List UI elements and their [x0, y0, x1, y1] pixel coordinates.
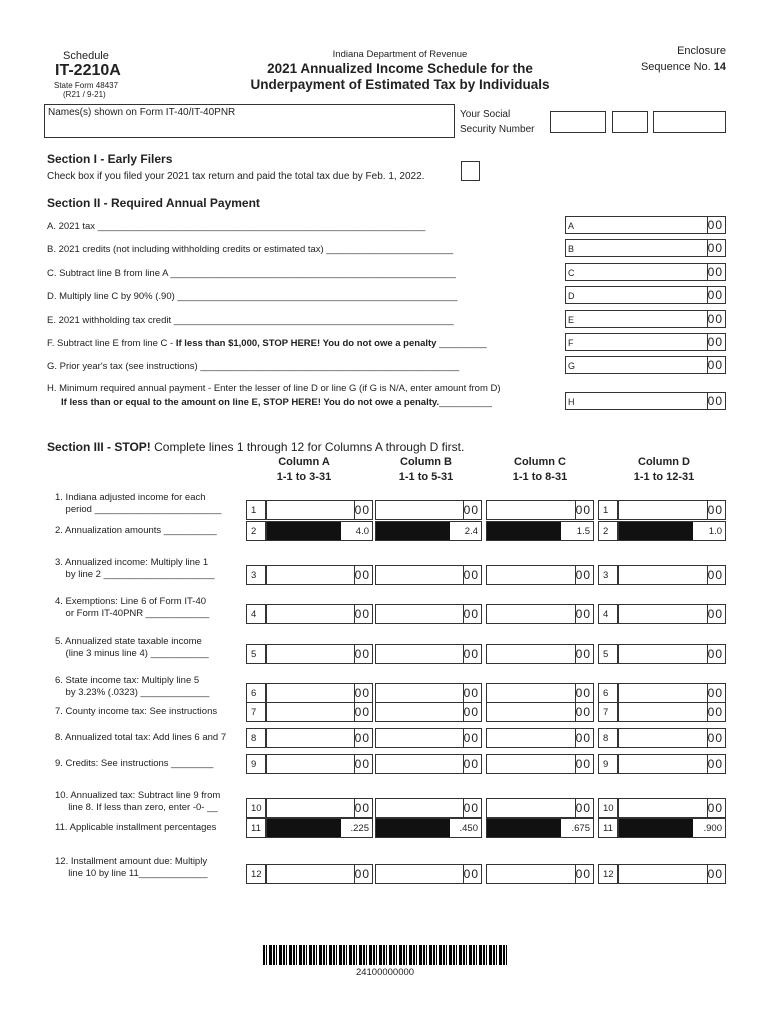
row-12-number-left: 12 [246, 864, 266, 884]
line-a-label: A. 2021 tax ______________________________________________________________ [47, 221, 426, 232]
row-11-label-line1: 11. Applicable installment percentages [55, 822, 217, 833]
row-8-col-b-cents: 00 [463, 731, 479, 745]
row-10-col-c-cents: 00 [575, 801, 591, 815]
line-c-letter: C [568, 268, 575, 278]
row-8-col-a-cents: 00 [354, 731, 370, 745]
line-h-input[interactable] [565, 392, 726, 410]
line-d-letter: D [568, 291, 575, 301]
row-8-number-left: 8 [246, 728, 266, 748]
sequence-label: Sequence No. [640, 61, 711, 73]
row-4-label [55, 596, 209, 620]
row-11-number-right: 11 [598, 818, 618, 838]
row-1-col-b-cents: 00 [463, 503, 479, 517]
row-9-col-a-input[interactable] [266, 754, 373, 774]
row-6-col-b-cents: 00 [463, 686, 479, 700]
row-8-col-b-input[interactable] [375, 728, 482, 748]
line-e-cents: 00 [707, 312, 723, 326]
row-10-col-b-cents: 00 [463, 801, 479, 815]
line-a-cents: 00 [707, 218, 723, 232]
ssn-part1-input[interactable] [550, 111, 606, 133]
row-3-col-c-cents: 00 [575, 568, 591, 582]
row-12-col-b-cents: 00 [463, 867, 479, 881]
row-1-col-b-input[interactable] [375, 500, 482, 520]
row-4-col-a-input[interactable] [266, 604, 373, 624]
form-code: IT-2210A [55, 62, 121, 79]
line-e-input[interactable] [565, 310, 726, 328]
row-7-col-b-input[interactable] [375, 702, 482, 722]
row-9-col-d-input[interactable] [618, 754, 726, 774]
row-11-col-d-shaded [619, 819, 693, 837]
row-2-label-line1: 2. Annualization amounts __________ [55, 525, 217, 536]
ssn-label-line2: Security Number [460, 124, 535, 135]
row-3-col-b-cents: 00 [463, 568, 479, 582]
section3-instruction: Complete lines 1 through 12 for Columns A through D first. [150, 440, 465, 454]
form-title-line1: 2021 Annualized Income Schedule for the [267, 61, 533, 76]
column-d-name: Column D [638, 456, 690, 468]
row-4-number-left: 4 [246, 604, 266, 624]
row-12-col-c-cents: 00 [575, 867, 591, 881]
row-2-number-left: 2 [246, 521, 266, 541]
row-6-label-line2: by 3.23% (.0323) _____________ [55, 687, 210, 698]
line-a-letter: A [568, 221, 575, 231]
row-2-col-b-input[interactable] [375, 521, 482, 541]
row-1-number-left: 1 [246, 500, 266, 520]
row-5-col-b-cents: 00 [463, 647, 479, 661]
line-e-letter: E [568, 315, 575, 325]
row-1-col-d-cents: 00 [707, 503, 723, 517]
row-3-col-d-cents: 00 [707, 568, 723, 582]
row-12-col-a-cents: 00 [354, 867, 370, 881]
row-9-col-a-cents: 00 [354, 757, 370, 771]
row-8-label-line1: 8. Annualized total tax: Add lines 6 and 7 [55, 732, 227, 743]
row-2-col-d-shaded [619, 522, 693, 540]
line-f-label [47, 338, 547, 349]
line-f-tail: _________ [436, 338, 487, 349]
line-d-cents: 00 [707, 288, 723, 302]
row-11-col-b-value: .450 [459, 823, 478, 834]
row-11-col-a-shaded [267, 819, 341, 837]
row-12-number-right: 12 [598, 864, 618, 884]
row-10-label-line1: 10. Annualized tax: Subtract line 9 from [55, 790, 221, 801]
row-5-number-right: 5 [598, 644, 618, 664]
row-5-col-d-cents: 00 [707, 647, 723, 661]
row-8-col-d-input[interactable] [618, 728, 726, 748]
row-2-label [55, 525, 217, 537]
row-6-col-c-input[interactable] [486, 683, 594, 703]
early-filer-checkbox[interactable] [461, 161, 480, 181]
row-1-col-c-cents: 00 [575, 503, 591, 517]
row-9-number-right: 9 [598, 754, 618, 774]
row-7-col-c-cents: 00 [575, 705, 591, 719]
row-7-label-line1: 7. County income tax: See instructions [55, 706, 218, 717]
row-5-col-a-input[interactable] [266, 644, 373, 664]
row-5-label-line1: 5. Annualized state taxable income [55, 636, 202, 647]
row-4-col-d-input[interactable] [618, 604, 726, 624]
row-2-col-a-value: 4.0 [355, 526, 369, 537]
row-1-col-a-input[interactable] [266, 500, 373, 520]
column-b-period: 1-1 to 5-31 [398, 471, 454, 483]
row-6-col-a-input[interactable] [266, 683, 373, 703]
row-2-col-b-value: 2.4 [464, 526, 478, 537]
row-3-col-a-input[interactable] [266, 565, 373, 585]
row-11-col-a-input[interactable] [266, 818, 373, 838]
row-10-col-d-cents: 00 [707, 801, 723, 815]
row-12-col-d-input[interactable] [618, 864, 726, 884]
line-f-letter: F [568, 338, 574, 348]
line-c-input[interactable] [565, 263, 726, 281]
line-d-label: D. Multiply line C by 90% (.90) _____________________________________________________ [47, 291, 458, 302]
row-1-col-a-cents: 00 [354, 503, 370, 517]
row-6-col-b-input[interactable] [375, 683, 482, 703]
early-filer-text: Check box if you filed your 2021 tax return and paid the total tax due by Feb. 1, 2022. [47, 171, 425, 182]
row-5-col-c-input[interactable] [486, 644, 594, 664]
row-6-col-a-cents: 00 [354, 686, 370, 700]
row-9-label-line1: 9. Credits: See instructions ________ [55, 758, 214, 769]
section2-title: Section II - Required Annual Payment [47, 196, 260, 210]
row-4-label-line1: 4. Exemptions: Line 6 of Form IT-40 [55, 596, 207, 607]
row-7-col-a-input[interactable] [266, 702, 373, 722]
line-h-tail: __________ [439, 397, 492, 408]
row-4-number-right: 4 [598, 604, 618, 624]
row-9-col-b-cents: 00 [463, 757, 479, 771]
line-h-letter: H [568, 397, 575, 407]
row-1-label-line2: period ________________________ [55, 504, 222, 515]
row-4-col-a-cents: 00 [354, 607, 370, 621]
column-d-header [602, 455, 726, 485]
section3-title [47, 440, 464, 454]
line-f-text: F. Subtract line E from line C - [47, 338, 176, 349]
row-6-col-d-cents: 00 [707, 686, 723, 700]
row-8-label [55, 732, 226, 744]
row-9-number-left: 9 [246, 754, 266, 774]
line-c-label: C. Subtract line B from line A ______________________________________________________ [47, 268, 456, 279]
row-2-col-c-shaded [487, 522, 561, 540]
row-10-label [55, 790, 220, 814]
row-2-col-d-input[interactable] [618, 521, 726, 541]
column-d-period: 1-1 to 12-31 [633, 471, 695, 483]
row-5-col-a-cents: 00 [354, 647, 370, 661]
row-11-col-c-input[interactable] [486, 818, 594, 838]
row-12-label-line1: 12. Installment amount due: Multiply [55, 856, 208, 867]
row-9-col-c-cents: 00 [575, 757, 591, 771]
line-h-stop-text: If less than or equal to the amount on line E, STOP HERE! You do not owe a penalty. [61, 397, 440, 408]
line-a-input[interactable] [565, 216, 726, 234]
column-c-header [484, 455, 596, 485]
row-4-col-c-input[interactable] [486, 604, 594, 624]
row-6-number-right: 6 [598, 683, 618, 703]
row-10-col-b-input[interactable] [375, 798, 482, 818]
line-h-cents: 00 [707, 394, 723, 408]
names-label: Names(s) shown on Form IT-40/IT-40PNR [48, 107, 236, 118]
row-4-col-d-cents: 00 [707, 607, 723, 621]
row-11-col-b-shaded [376, 819, 450, 837]
line-h-stop-line [61, 397, 551, 408]
row-11-col-d-input[interactable] [618, 818, 726, 838]
column-a-header [245, 455, 363, 485]
row-3-number-left: 3 [246, 565, 266, 585]
barcode-number: 24100000000 [355, 967, 415, 978]
row-1-col-d-input[interactable] [618, 500, 726, 520]
row-5-label-line2: (line 3 minus line 4) ___________ [55, 648, 209, 659]
row-6-col-c-cents: 00 [575, 686, 591, 700]
line-f-input[interactable] [565, 333, 726, 351]
row-3-label-line1: 3. Annualized income: Multiply line 1 [55, 557, 209, 568]
ssn-label [460, 107, 534, 137]
department-name: Indiana Department of Revenue [332, 49, 468, 60]
barcode-image [263, 945, 507, 965]
row-12-col-b-input[interactable] [375, 864, 482, 884]
row-11-col-c-value: .675 [571, 823, 590, 834]
line-b-cents: 00 [707, 241, 723, 255]
row-10-label-line2: line 8. If less than zero, enter -0- __ [55, 802, 218, 813]
row-5-col-d-input[interactable] [618, 644, 726, 664]
row-5-label [55, 636, 209, 660]
row-10-col-a-cents: 00 [354, 801, 370, 815]
row-10-col-c-input[interactable] [486, 798, 594, 818]
row-2-col-a-shaded [267, 522, 341, 540]
row-5-col-c-cents: 00 [575, 647, 591, 661]
form-title-line2: Underpayment of Estimated Tax by Individuals [250, 77, 550, 92]
row-6-number-left: 6 [246, 683, 266, 703]
enclosure-label: Enclosure [677, 45, 726, 57]
row-2-col-a-input[interactable] [266, 521, 373, 541]
row-7-col-d-cents: 00 [707, 705, 723, 719]
schedule-label: Schedule [63, 50, 109, 62]
row-3-col-d-input[interactable] [618, 565, 726, 585]
row-4-col-c-cents: 00 [575, 607, 591, 621]
row-7-col-b-cents: 00 [463, 705, 479, 719]
line-b-letter: B [568, 244, 575, 254]
column-c-name: Column C [514, 456, 566, 468]
ssn-label-line1: Your Social [460, 109, 511, 120]
column-c-period: 1-1 to 8-31 [512, 471, 568, 483]
row-3-number-right: 3 [598, 565, 618, 585]
row-12-col-a-input[interactable] [266, 864, 373, 884]
row-1-label-line1: 1. Indiana adjusted income for each [55, 492, 206, 503]
row-2-number-right: 2 [598, 521, 618, 541]
row-3-col-b-input[interactable] [375, 565, 482, 585]
row-7-number-left: 7 [246, 702, 266, 722]
column-a-period: 1-1 to 3-31 [276, 471, 332, 483]
line-g-label: G. Prior year's tax (see instructions) _________________________________________________ [47, 361, 460, 372]
column-b-header [367, 455, 485, 485]
line-d-input[interactable] [565, 286, 726, 304]
row-7-col-c-input[interactable] [486, 702, 594, 722]
row-9-col-c-input[interactable] [486, 754, 594, 774]
row-8-col-c-input[interactable] [486, 728, 594, 748]
line-c-cents: 00 [707, 265, 723, 279]
line-h-label: H. Minimum required annual payment - Enter the lesser of line D or line G (if G is N/A, enter amount from D) [47, 383, 501, 394]
line-e-label: E. 2021 withholding tax credit _____________________________________________________ [47, 315, 454, 326]
row-2-col-c-input[interactable] [486, 521, 594, 541]
row-6-label-line1: 6. State income tax: Multiply line 5 [55, 675, 200, 686]
line-g-letter: G [568, 361, 576, 371]
row-12-label [55, 856, 207, 880]
row-10-col-d-input[interactable] [618, 798, 726, 818]
form-revision: (R21 / 9-21) [63, 90, 106, 99]
row-12-label-line2: line 10 by line 11_____________ [55, 868, 208, 879]
line-g-input[interactable] [565, 356, 726, 374]
line-b-input[interactable] [565, 239, 726, 257]
row-8-number-right: 8 [598, 728, 618, 748]
column-a-name: Column A [278, 456, 330, 468]
row-8-col-c-cents: 00 [575, 731, 591, 745]
row-6-label [55, 675, 209, 699]
row-7-col-d-input[interactable] [618, 702, 726, 722]
row-7-col-a-cents: 00 [354, 705, 370, 719]
state-form: State Form 48437 [54, 81, 119, 90]
row-11-col-b-input[interactable] [375, 818, 482, 838]
row-4-col-b-input[interactable] [375, 604, 482, 624]
line-g-cents: 00 [707, 358, 723, 372]
row-2-col-c-value: 1.5 [576, 526, 590, 537]
row-9-col-b-input[interactable] [375, 754, 482, 774]
row-1-col-c-input[interactable] [486, 500, 594, 520]
sequence-value: 14 [713, 61, 726, 73]
row-2-col-d-value: 1.0 [708, 526, 722, 537]
row-5-number-left: 5 [246, 644, 266, 664]
row-10-number-right: 10 [598, 798, 618, 818]
row-9-label [55, 758, 213, 770]
row-3-col-c-input[interactable] [486, 565, 594, 585]
row-8-col-a-input[interactable] [266, 728, 373, 748]
row-3-col-a-cents: 00 [354, 568, 370, 582]
row-7-label [55, 706, 217, 718]
section1-title: Section I - Early Filers [47, 152, 173, 166]
section3-stop: Section III - STOP! [47, 440, 151, 454]
row-1-label [55, 492, 221, 516]
sequence-number [630, 61, 726, 73]
row-10-col-a-input[interactable] [266, 798, 373, 818]
row-4-col-b-cents: 00 [463, 607, 479, 621]
row-3-label-line2: by line 2 _____________________ [55, 569, 215, 580]
row-12-col-c-input[interactable] [486, 864, 594, 884]
row-12-col-d-cents: 00 [707, 867, 723, 881]
line-f-cents: 00 [707, 335, 723, 349]
ssn-part3-input[interactable] [653, 111, 726, 133]
row-4-label-line2: or Form IT-40PNR ____________ [55, 608, 210, 619]
ssn-part2-input[interactable] [612, 111, 648, 133]
row-3-label [55, 557, 215, 581]
row-1-number-right: 1 [598, 500, 618, 520]
names-field[interactable] [44, 104, 455, 138]
row-2-col-b-shaded [376, 522, 450, 540]
row-11-label [55, 822, 216, 834]
row-6-col-d-input[interactable] [618, 683, 726, 703]
row-11-col-d-value: .900 [703, 823, 722, 834]
row-7-number-right: 7 [598, 702, 618, 722]
row-10-number-left: 10 [246, 798, 266, 818]
row-9-col-d-cents: 00 [707, 757, 723, 771]
row-5-col-b-input[interactable] [375, 644, 482, 664]
row-11-number-left: 11 [246, 818, 266, 838]
line-f-stop-text: If less than $1,000, STOP HERE! You do not owe a penalty [175, 338, 437, 349]
row-11-col-a-value: .225 [350, 823, 369, 834]
column-b-name: Column B [400, 456, 452, 468]
line-b-label: B. 2021 credits (not including withholding credits or estimated tax) ________________________ [47, 244, 454, 255]
row-8-col-d-cents: 00 [707, 731, 723, 745]
row-11-col-c-shaded [487, 819, 561, 837]
